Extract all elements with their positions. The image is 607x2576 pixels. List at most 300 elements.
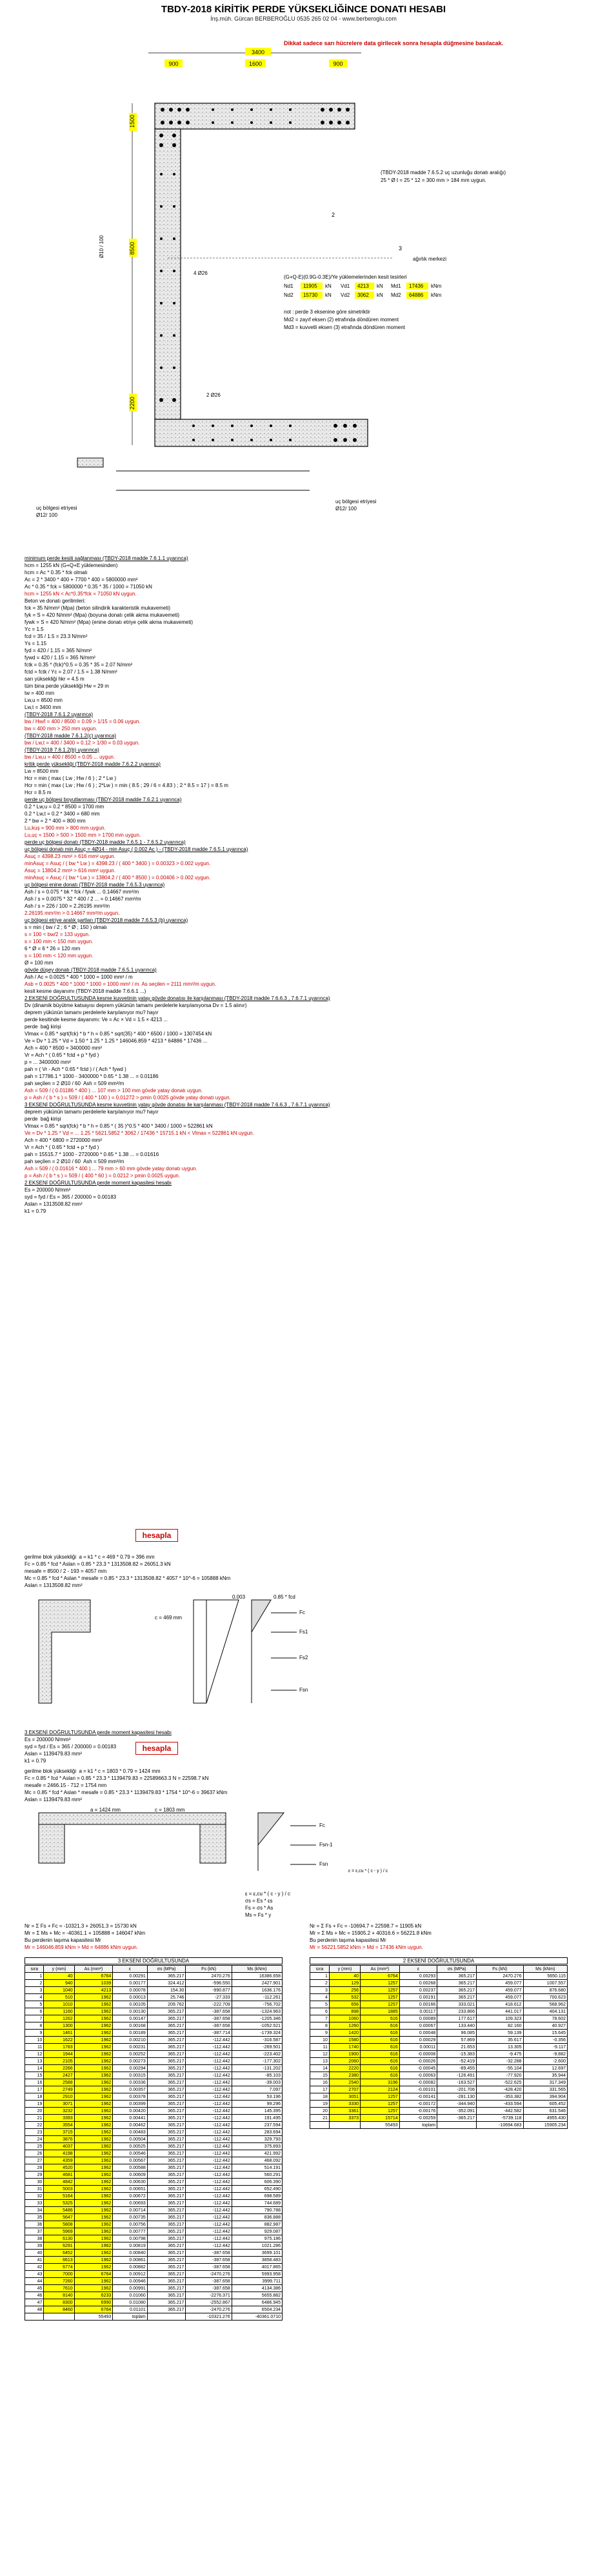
table-row	[25, 2242, 283, 2250]
table-cell[interactable]: 1962	[74, 2001, 113, 2008]
page-title: TBDY-2018 KİRİTİK PERDE YÜKSEKLİĞİNCE DONATI HESABI	[161, 4, 446, 15]
table-cell[interactable]: 532	[329, 1994, 360, 2001]
table-cell: 365.217	[147, 2186, 186, 2193]
table-cell[interactable]: 6452	[44, 2250, 74, 2257]
table-cell: 0.00693	[113, 2200, 147, 2207]
table-cell: 6504.234	[232, 2306, 282, 2313]
table-cell: 365.217	[147, 2037, 186, 2044]
table-cell: -9.882	[523, 2051, 567, 2058]
table-cell[interactable]: 1944	[44, 2051, 74, 2058]
calc-line: Mr = Σ Ms + Mc = 15905.2 + 40316.6 = 56221.8 kNm	[310, 1930, 432, 1936]
table-cell: 5	[25, 2001, 44, 2008]
table-row	[25, 2108, 283, 2115]
table-cell: -316.587	[232, 2037, 282, 2044]
table-cell[interactable]: 1962	[74, 2214, 113, 2221]
table-cell[interactable]: 3232	[44, 2108, 74, 2115]
table-cell[interactable]: 4198	[44, 2150, 74, 2157]
table-cell[interactable]: 2124	[361, 2086, 400, 2093]
table-cell[interactable]: 1580	[329, 2037, 360, 2044]
table-total-cell: toplam	[113, 2313, 147, 2321]
table-cell[interactable]: 1962	[74, 2250, 113, 2257]
table-cell[interactable]: 1962	[74, 2136, 113, 2143]
calc-line: Ash / s = 226 / 100 = 2.26195 mm²/m	[25, 903, 110, 909]
table-cell: 46	[25, 2292, 44, 2299]
table-cell[interactable]: 1962	[74, 2264, 113, 2271]
table-cell: 4017.865	[232, 2264, 282, 2271]
table-cell: 191.495	[232, 2115, 282, 2122]
calc-line: Lu,kuş = 900 mm > 800 mm uygun.	[25, 825, 106, 831]
table-cell[interactable]: 1461	[44, 2030, 74, 2037]
table-row	[25, 2115, 283, 2122]
table-cell[interactable]: 7610	[44, 2285, 74, 2292]
table-cell: 365.217	[147, 2143, 186, 2150]
table-cell: 1636.176	[232, 1987, 282, 1994]
combo-title: (G+Q-E)(0.9G-0.3E)/Ye yüklemelerinden kesit tesirleri	[284, 274, 407, 280]
calc-line: perde kesitinde kesme dayanımı: Ve = Ac × Vd = 1.5 × 4213 ...	[25, 1017, 168, 1023]
table-row	[310, 2008, 568, 2015]
table-cell[interactable]: 4520	[44, 2164, 74, 2172]
calc-line: fyk = S = 420 N/mm² (Mpa) (boyuna donatı çelik akma mukavemeti)	[25, 612, 180, 618]
table-cell[interactable]: 256	[329, 1987, 360, 1994]
table-cell: 4134.386	[232, 2285, 282, 2292]
table-cell[interactable]: 2427	[44, 2072, 74, 2079]
table-cell[interactable]: 6291	[44, 2242, 74, 2250]
rebar-table-axis3	[25, 1965, 283, 2321]
table-cell: 6	[25, 2008, 44, 2015]
table-total-cell: -10694.683	[476, 2122, 523, 2129]
table-cell: -112.442	[186, 2179, 232, 2186]
table-row	[310, 2022, 568, 2030]
table-cell[interactable]: 1962	[74, 2122, 113, 2129]
table-cell[interactable]: 1962	[74, 2108, 113, 2115]
table-cell[interactable]: 6990	[74, 2299, 113, 2306]
svg-text:c = 1803 mm: c = 1803 mm	[155, 1807, 185, 1813]
table-cell[interactable]: 15714	[361, 2115, 400, 2122]
svg-text:Fc: Fc	[319, 1822, 325, 1828]
table-row	[25, 2235, 283, 2242]
table-cell[interactable]: 8140	[44, 2292, 74, 2299]
table-cell[interactable]: 6130	[44, 2235, 74, 2242]
table-cell: 365.217	[147, 2030, 186, 2037]
table-cell[interactable]: 5647	[44, 2214, 74, 2221]
table-cell: 0.00252	[113, 2051, 147, 2058]
table-cell: 0.00336	[113, 2079, 147, 2086]
table-cell[interactable]: 1962	[74, 2086, 113, 2093]
calc-line: perde bağ kirişi	[25, 1116, 61, 1122]
table-cell[interactable]: 6613	[44, 2257, 74, 2264]
table-cell: 365.217	[147, 2278, 186, 2285]
table-cell[interactable]: 1257	[361, 2108, 400, 2115]
table-cell[interactable]: 3554	[44, 2122, 74, 2129]
table-cell[interactable]: 1060	[329, 2015, 360, 2022]
table-row	[25, 2086, 283, 2093]
table-cell[interactable]: 1257	[361, 2093, 400, 2101]
calc-line: Vlmax = 0.85 * sqrt(fck) * b * h = 0.85 * ( 35 )^0.5 * 400 * 3400 / 1000 = 522861 kN	[25, 1123, 213, 1129]
svg-text:17436: 17436	[409, 283, 424, 289]
table-cell: 0.00672	[113, 2193, 147, 2200]
table-cell: 23	[25, 2129, 44, 2136]
calc-line: ε = ε,cu * ( c - y ) / c	[245, 1891, 291, 1897]
table-cell: 35.944	[523, 2072, 567, 2079]
table-cell[interactable]: 1962	[74, 2257, 113, 2264]
table-cell[interactable]: 1962	[74, 2093, 113, 2101]
table-cell[interactable]: 40	[329, 1973, 360, 1980]
calc-line: Mr = Σ Ms + Mc = -40361.1 + 105888 = 146047 kNm	[25, 1930, 146, 1936]
svg-text:kN: kN	[377, 292, 383, 298]
table-cell[interactable]: 1010	[44, 2001, 74, 2008]
table-row	[25, 2129, 283, 2136]
table-cell[interactable]: 1962	[74, 2129, 113, 2136]
table-cell[interactable]: 616	[361, 2030, 400, 2037]
table-row	[25, 2143, 283, 2150]
table-cell[interactable]: 616	[361, 2051, 400, 2058]
table-cell[interactable]: 1262	[44, 2015, 74, 2022]
table-cell: -112.442	[186, 2065, 232, 2072]
table-cell[interactable]: 1962	[74, 2242, 113, 2250]
table-cell: 177.617	[437, 2015, 477, 2022]
calc-line: mesafe = 8500 / 2 - 193 = 4057 mm	[25, 1568, 107, 1574]
svg-text:15730: 15730	[303, 292, 318, 298]
table-cell[interactable]: 1962	[74, 2044, 113, 2051]
table-cell[interactable]: 1962	[74, 2278, 113, 2285]
table-row	[310, 2030, 568, 2037]
calc-line: gerilme blok yüksekliği a = k1 * c = 469 * 0.79 = 396 mm	[25, 1554, 155, 1560]
table-cell[interactable]: 2749	[44, 2086, 74, 2093]
table-total-cell	[310, 2122, 330, 2129]
table-cell: 459.077	[476, 1994, 523, 2001]
table-cell[interactable]: 4213	[74, 1987, 113, 1994]
table-cell[interactable]: 1962	[74, 2235, 113, 2242]
table-cell[interactable]: 1962	[74, 2200, 113, 2207]
table-cell: 13.305	[476, 2044, 523, 2051]
table-cell: -387.658	[186, 2264, 232, 2271]
table-cell: 8	[310, 2022, 330, 2030]
table-cell[interactable]: 2105	[44, 2058, 74, 2065]
table-cell: 11	[310, 2044, 330, 2051]
table-cell[interactable]: 1962	[74, 2015, 113, 2022]
table-cell: 40	[25, 2250, 44, 2257]
table-cell[interactable]: 2266	[44, 2065, 74, 2072]
table-cell[interactable]: 1962	[74, 2115, 113, 2122]
svg-text:0.85 * fcd: 0.85 * fcd	[274, 1594, 295, 1600]
table-cell[interactable]: 1962	[74, 2058, 113, 2065]
table-cell[interactable]: 5164	[44, 2193, 74, 2200]
table-cell[interactable]: 1962	[74, 2022, 113, 2030]
table-cell: 329.793	[232, 2136, 282, 2143]
table-cell[interactable]: 3715	[44, 2129, 74, 2136]
table-cell: 0.01060	[113, 2292, 147, 2299]
table-cell: -112.261	[232, 1994, 282, 2001]
svg-text:Nd2: Nd2	[284, 292, 294, 298]
calc-line: Es = 200000 N/mm²	[25, 1737, 71, 1742]
table-cell: 0.00483	[113, 2129, 147, 2136]
table-cell[interactable]: 1962	[74, 2157, 113, 2164]
table-cell[interactable]: 7000	[44, 2271, 74, 2278]
table-cell: 365.217	[147, 2115, 186, 2122]
bending-axis3-lines	[25, 1768, 476, 1803]
calc-line: bw / Lw,t = 400 / 3400 = 0.12 > 1/30 = 0.03 uygun.	[25, 740, 140, 746]
table-cell: -55.104	[476, 2065, 523, 2072]
table-cell: 975.186	[232, 2235, 282, 2242]
table-cell: -387.658	[186, 2008, 232, 2015]
table-cell: 0.00130	[113, 2008, 147, 2015]
table-cell: 10	[25, 2037, 44, 2044]
calc-line: p = Ash / ( b * s ) = 509 / ( 400 * 60 ) = 0.0212 > pmin 0.0025 uygun.	[25, 1173, 181, 1179]
table-cell[interactable]: 1962	[74, 2164, 113, 2172]
svg-text:64886: 64886	[409, 292, 424, 298]
table-cell[interactable]: 1039	[74, 1980, 113, 1987]
calc-line: perde uç bölgesi donatı (TBDY-2018 madde 7.6.5.1 - 7.6.5.2 uyarınca)	[25, 839, 186, 845]
table-cell[interactable]: 616	[361, 2015, 400, 2022]
table-cell[interactable]: 616	[361, 2072, 400, 2079]
table-cell[interactable]: 4842	[44, 2179, 74, 2186]
table-cell[interactable]: 1962	[74, 2037, 113, 2044]
table-cell[interactable]: 3393	[44, 2115, 74, 2122]
table-cell: 0.00089	[399, 2015, 437, 2022]
table-cell[interactable]: 8460	[44, 2306, 74, 2313]
table-cell: 20	[310, 2108, 330, 2115]
table-cell: 25.746	[147, 1994, 186, 2001]
table-cell[interactable]: 1885	[361, 2008, 400, 2015]
table-cell: 44	[25, 2278, 44, 2285]
table-cell[interactable]: 1160	[44, 2008, 74, 2015]
table-cell[interactable]: 1900	[329, 2051, 360, 2058]
table-cell[interactable]: 129	[329, 1980, 360, 1987]
dim-flange-left: 900	[168, 61, 179, 67]
table-cell[interactable]: 8300	[44, 2299, 74, 2306]
table-cell: 7	[310, 2015, 330, 2022]
table-cell: 365.217	[147, 2122, 186, 2129]
table-cell[interactable]: 3373	[329, 2115, 360, 2122]
table-cell: 59.139	[476, 2030, 523, 2037]
hesapla-button-axis2[interactable]: hesapla	[135, 1529, 178, 1542]
table-cell: 468.092	[232, 2157, 282, 2164]
table-cell[interactable]: 3876	[44, 2136, 74, 2143]
table-cell: 45	[25, 2285, 44, 2292]
table-cell: 365.217	[147, 2157, 186, 2164]
table-cell: 40.927	[523, 2022, 567, 2030]
table-cell[interactable]: 6774	[44, 2264, 74, 2271]
calc-line: Fs = σs * As	[245, 1905, 274, 1911]
table-cell[interactable]: 7260	[44, 2278, 74, 2285]
table-cell: 2427.901	[232, 1980, 282, 1987]
table-cell[interactable]: 1740	[329, 2044, 360, 2051]
table-cell[interactable]: 940	[44, 1980, 74, 1987]
table-cell[interactable]: 1257	[361, 1980, 400, 1987]
table-header-cell: As (mm²)	[361, 1966, 400, 1973]
table-cell: 365.217	[147, 2207, 186, 2214]
svg-text:11905: 11905	[303, 283, 317, 289]
calc-line: Mr = 56221.5852 kNm > Md = 17436 kNm uygun.	[310, 1944, 423, 1950]
table-cell[interactable]: 1962	[74, 2186, 113, 2193]
dim-flange-height: 1500	[129, 114, 135, 128]
table-cell: 16386.658	[232, 1973, 282, 1980]
calc-line: σs = Es * εs	[245, 1898, 273, 1904]
table-cell: 1	[310, 1973, 330, 1980]
table-cell: 375.893	[232, 2143, 282, 2150]
calc-line: Vr = Ach * ( 0.65 * fctd + p * fyd )	[25, 1052, 99, 1058]
dim-total-width: 3400	[251, 49, 265, 55]
table-cell[interactable]: 1962	[74, 2051, 113, 2058]
table-cell[interactable]: 3361	[329, 2108, 360, 2115]
table-cell[interactable]: 6764	[74, 1973, 113, 1980]
table-cell[interactable]: 1962	[74, 2030, 113, 2037]
table-cell: -112.442	[186, 2221, 232, 2228]
table-cell: 47	[25, 2299, 44, 2306]
table-cell[interactable]: 1962	[74, 2221, 113, 2228]
calc-line: uç bölgesi enine donatı (TBDY-2018 madde 7.6.5.3 uyarınca)	[25, 882, 165, 888]
table-cell[interactable]: 1962	[74, 2079, 113, 2086]
table-cell[interactable]: 4359	[44, 2157, 74, 2164]
table-cell[interactable]: 1962	[74, 2065, 113, 2072]
table-cell: 154.30	[147, 1987, 186, 1994]
table-cell[interactable]: 616	[361, 2022, 400, 2030]
svg-text:Nd1: Nd1	[284, 283, 294, 289]
svg-text:4 Ø26: 4 Ø26	[194, 270, 208, 276]
svg-text:ε = ε,cu * ( c - y ) / c: ε = ε,cu * ( c - y ) / c	[348, 1869, 388, 1873]
table-cell[interactable]: 1962	[74, 2172, 113, 2179]
table-cell[interactable]: 5325	[44, 2200, 74, 2207]
table-cell: -27.333	[186, 1994, 232, 2001]
table-cell[interactable]: 40	[44, 1973, 74, 1980]
table-cell[interactable]: 1257	[361, 2101, 400, 2108]
table-row	[25, 2292, 283, 2299]
table-cell: 744.689	[232, 2200, 282, 2207]
table-cell[interactable]: 2380	[329, 2072, 360, 2079]
table-cell[interactable]: 5808	[44, 2221, 74, 2228]
table-header-cell: sıra	[310, 1966, 330, 1973]
table-cell: -990.877	[186, 1987, 232, 1994]
table-cell[interactable]: 1257	[361, 2001, 400, 2008]
table-cell: 5650.115	[523, 1973, 567, 1980]
table-cell[interactable]: 2060	[329, 2058, 360, 2065]
table-cell: -0.00176	[399, 2108, 437, 2115]
table-cell: 233.866	[437, 2008, 477, 2015]
table-cell[interactable]: 1257	[361, 1994, 400, 2001]
axis-label: ağırlık merkezi	[413, 256, 447, 262]
table-cell: 209.762	[147, 2001, 186, 2008]
table-cell[interactable]: 1040	[44, 1987, 74, 1994]
table-header-cell: σs (MPa)	[147, 1966, 186, 1973]
hesapla-button-axis3[interactable]: hesapla	[135, 1742, 178, 1755]
table-cell[interactable]: 3196	[361, 2079, 400, 2086]
table-cell[interactable]: 2588	[44, 2079, 74, 2086]
table-cell[interactable]: 1962	[74, 2072, 113, 2079]
table-cell[interactable]: 2540	[329, 2079, 360, 2086]
table-cell: 0.00294	[113, 2065, 147, 2072]
table-cell[interactable]: 2707	[329, 2086, 360, 2093]
table-cell[interactable]: 6764	[74, 2271, 113, 2278]
table-cell: 0.00166	[399, 2001, 437, 2008]
calc-line: tüm bina perde yüksekliği Hw = 29 m	[25, 683, 109, 689]
calc-line: sarı yüksekliği hkr = 4.5 m	[25, 676, 85, 682]
table-cell: 5655.882	[232, 2292, 282, 2299]
table-cell: 0.00399	[113, 2101, 147, 2108]
table-cell[interactable]: 2910	[44, 2093, 74, 2101]
table-cell[interactable]: 6764	[361, 1973, 400, 1980]
table-cell[interactable]: 1300	[44, 2022, 74, 2030]
table-cell[interactable]: 616	[361, 2044, 400, 2051]
table-cell[interactable]: 3071	[44, 2101, 74, 2108]
wall-section-drawing	[0, 45, 607, 561]
table-cell[interactable]: 5486	[44, 2207, 74, 2214]
table-cell: 790.788	[232, 2207, 282, 2214]
table-cell[interactable]: 1962	[74, 2143, 113, 2150]
table-row	[310, 2086, 568, 2093]
table-cell[interactable]: 1962	[74, 2008, 113, 2015]
calc-line: 3 EKSENİ DOĞRULTUSUNDA kesme kuvvetinin yatay gövde donatısı ile karşılanması (TBDY-2018 madde 7.6.6.3 , 7.6.7.1 uyarınca)	[25, 1102, 330, 1108]
table-cell[interactable]: 1257	[361, 1987, 400, 1994]
table-cell: 0.00991	[113, 2285, 147, 2292]
table-cell: 0.00177	[113, 1980, 147, 1987]
calc-line: gerilme blok yüksekliği a = k1 * c = 1803 * 0.79 = 1424 mm	[25, 1768, 161, 1774]
table-cell[interactable]: 3330	[329, 2101, 360, 2108]
calc-line: 2 EKSENİ DOĞRULTUSUNDA kesme kuvvetinin yatay gövde donatısı ile karşılanması (TBDY-2018 madde 7.6.6.3 , 7.6.7.1 uyarınca)	[25, 995, 330, 1001]
table-cell[interactable]: 1962	[74, 2228, 113, 2235]
table-cell[interactable]: 616	[361, 2065, 400, 2072]
table-cell[interactable]: 1260	[329, 2022, 360, 2030]
table-cell[interactable]: 4037	[44, 2143, 74, 2150]
table-cell: 365.217	[147, 2065, 186, 2072]
calc-line: s = 100 mm < 150 mm uygun.	[25, 939, 94, 944]
table-cell[interactable]: 6764	[74, 2306, 113, 2313]
table-cell[interactable]: 1962	[74, 2285, 113, 2292]
table-cell: 404.131	[523, 2008, 567, 2015]
table-cell: 133.440	[437, 2022, 477, 2030]
table-cell[interactable]: 1962	[74, 2150, 113, 2157]
table-row	[25, 2299, 283, 2306]
table-cell: 698.589	[232, 2193, 282, 2200]
table-cell: 33	[25, 2200, 44, 2207]
table-cell[interactable]: 898	[329, 2008, 360, 2015]
svg-text:Ø12/ 100: Ø12/ 100	[335, 506, 357, 512]
table-cell[interactable]: 2220	[329, 2065, 360, 2072]
table-cell: -112.442	[186, 2164, 232, 2172]
table-cell[interactable]: 1420	[329, 2030, 360, 2037]
table-cell[interactable]: 6233	[74, 2292, 113, 2299]
table-cell[interactable]: 4681	[44, 2172, 74, 2179]
table-cell[interactable]: 1962	[74, 1994, 113, 2001]
summary-right	[310, 1922, 581, 1951]
table-cell: -112.442	[186, 2157, 232, 2164]
calc-line: Es = 200000 N/mm²	[25, 1187, 71, 1193]
table-cell[interactable]: 616	[361, 2037, 400, 2044]
table-cell[interactable]: 510	[44, 1994, 74, 2001]
table-cell[interactable]: 1622	[44, 2037, 74, 2044]
calc-line: Ash / s = 0.075 * bk * fck / fywk ... 0.14667 mm²/m	[25, 889, 139, 895]
table-cell[interactable]: 3051	[329, 2093, 360, 2101]
table-cell[interactable]: 1962	[74, 2101, 113, 2108]
table-cell[interactable]: 1783	[44, 2044, 74, 2051]
table-cell[interactable]: 5969	[44, 2228, 74, 2235]
calc-line: Nr = Σ Fs + Fc = -10694.7 + 22598.7 = 11905 kN	[310, 1923, 422, 1929]
table-cell[interactable]: 5003	[44, 2186, 74, 2193]
table-cell: 1	[25, 1973, 44, 1980]
calc-line: p = Ash / ( b * s ) = 509 / ( 400 * 100 ) = 0.01272 > pmin 0.0025 gövde yatay donatı uygun.	[25, 1095, 231, 1101]
table-row	[310, 1994, 568, 2001]
table-cell: -112.442	[186, 2214, 232, 2221]
table-cell[interactable]: 1962	[74, 2179, 113, 2186]
table-cell: 365.217	[147, 2101, 186, 2108]
table-cell[interactable]: 1962	[74, 2193, 113, 2200]
calc-line: pah seçilen = 2 Ø10 / 60 Ash = 509 mm²/m	[25, 1081, 124, 1086]
table-row	[25, 2179, 283, 2186]
table-cell[interactable]: 616	[361, 2058, 400, 2065]
table-cell: 19	[310, 2101, 330, 2108]
table-cell[interactable]: 1962	[74, 2207, 113, 2214]
table-cell: 441.017	[476, 2008, 523, 2015]
table-cell[interactable]: 656	[329, 2001, 360, 2008]
